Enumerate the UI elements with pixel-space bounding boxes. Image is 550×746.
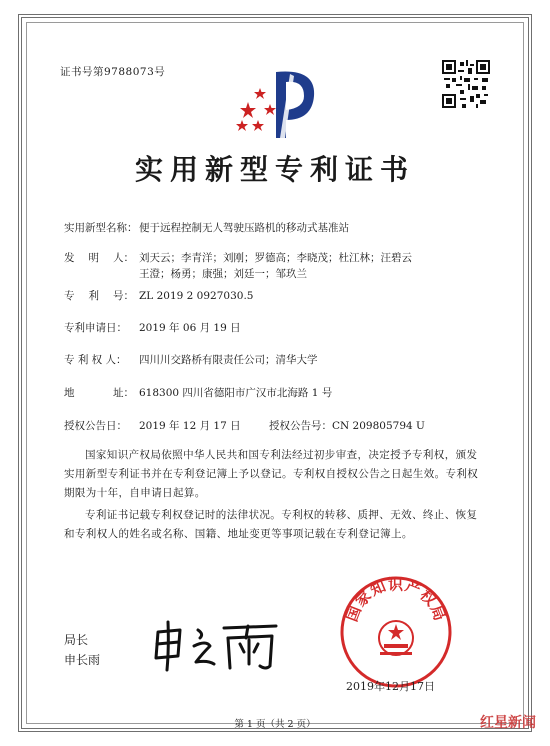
inventors-line-2: 王澄；杨勇；康强；刘廷一；邹玖兰 — [139, 268, 307, 280]
patent-number-value: ZL 2019 2 0927030.5 — [139, 290, 254, 302]
address-label: 地 址： — [64, 387, 134, 399]
address-row — [64, 385, 332, 401]
address-value: 618300 四川省德阳市广汉市北海路 1 号 — [139, 387, 333, 399]
grant-row — [64, 418, 425, 434]
director-name: 申长雨 — [64, 653, 101, 667]
grant-number-label: 授权公告号： — [269, 420, 332, 432]
grant-date-label: 授权公告日： — [64, 420, 127, 432]
grant-date-value: 2019 年 12 月 17 日 — [139, 420, 241, 432]
grant-statement-paragraph: 国家知识产权局依照中华人民共和国专利法经过初步审查，决定授予专利权，颁发实用新型专利证书并在专利登记簿上予以登记。专利权自授权公告之日起生效。专利权期限为十年，自申请日起算。 — [64, 449, 479, 499]
seal-date: 2019年12月17日 — [346, 680, 435, 693]
patentee-value: 四川川交路桥有限责任公司；清华大学 — [139, 354, 318, 366]
director-handwritten-signature — [150, 618, 280, 672]
svg-text:国家知识产权局 — [343, 576, 450, 625]
patent-number-row — [64, 288, 253, 304]
certificate-title: 实用新型专利证书 — [134, 153, 415, 186]
utility-model-name-label: 实用新型名称： — [64, 222, 138, 234]
inventors-line-1: 刘天云；李青洋；刘刚；罗德高；李晓茂；杜江林；汪碧云 — [139, 252, 412, 264]
director-title: 局长 — [64, 633, 89, 647]
watermark-logo: 红星新闻 — [480, 715, 536, 731]
filing-date-label: 专利申请日： — [64, 322, 127, 334]
page-number: 第 1 页（共 2 页） — [234, 719, 316, 730]
qr-code-icon — [442, 60, 490, 108]
legal-status-paragraph: 专利证书记载专利权登记时的法律状况。专利权的转移、质押、无效、终止、恢复和专利权人的姓名或名称、国籍、地址变更等事项记载在专利登记簿上。 — [64, 509, 478, 540]
utility-model-name-value: 便于远程控制无人驾驶压路机的移动式基准站 — [139, 222, 349, 234]
utility-model-name-row — [64, 220, 349, 236]
certificate-number: 证书号第9788073号 — [60, 66, 166, 78]
inventors-value — [139, 250, 499, 282]
grant-number-value: CN 209805794 U — [332, 420, 425, 432]
seal-text: 国家知识产权局 — [342, 575, 450, 625]
cnipa-emblem-icon — [228, 58, 324, 142]
filing-date-value: 2019 年 06 月 19 日 — [139, 322, 241, 334]
inventor-label: 发 明 人： — [64, 252, 134, 264]
inventor-row — [64, 250, 499, 282]
official-seal-stamp — [338, 574, 454, 690]
filing-date-row — [64, 320, 241, 336]
patentee-label: 专 利 权 人： — [64, 354, 127, 366]
patentee-row — [64, 352, 318, 368]
patent-number-label: 专 利 号： — [64, 290, 134, 302]
